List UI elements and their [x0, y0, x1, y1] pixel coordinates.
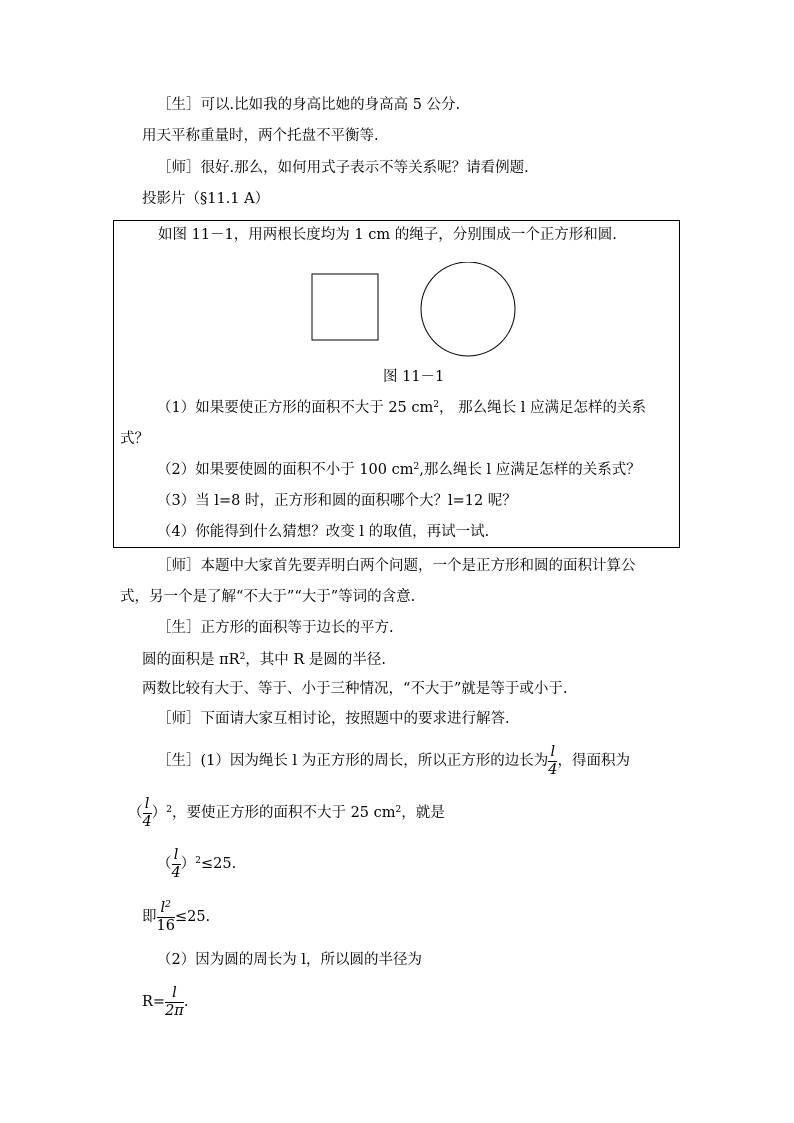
inequality-1: （ $\frac{l}{4}$ ）$^2$≤25. [157, 846, 237, 881]
text-line: 两数比较有大于、等于、小于三种情况，“不大于”就是等于或小于. [142, 681, 568, 697]
question-3: （3）当 l=8 时，正方形和圆的面积哪个大？l=12 呢？ [157, 493, 517, 509]
answer-2-line: （2）因为圆的周长为 l，所以圆的半径为 [157, 952, 422, 968]
circle-shape [421, 262, 515, 356]
question-1-cont: 式？ [120, 431, 149, 447]
fraction: $\frac{l^2}{16}$ [156, 899, 175, 934]
text-line: ［师］下面请大家互相讨论，按照题中的要求进行解答. [157, 711, 510, 727]
figure-square-circle [300, 262, 530, 362]
example-intro: 如图 11－1，用两根长度均为 1 cm 的绳子，分别围成一个正方形和圆. [158, 227, 617, 243]
question-1: （1）如果要使正方形的面积不大于 25 $cm^2$， 那么绳长 l 应满足怎样的关系 [157, 400, 646, 416]
text-line: 用天平称重量时，两个托盘不平衡等. [142, 128, 379, 144]
text-line: 投影片（§11.1 A） [142, 191, 270, 207]
inequality-2: 即 $\frac{l^2}{16}$ ≤25. [142, 899, 211, 934]
text-line: 圆的面积是 $\pi R^2$，其中 R 是圆的半径. [142, 652, 387, 668]
fraction: $\frac{l}{4}$ [171, 846, 181, 881]
fraction: $\frac{l}{4}$ [548, 743, 558, 778]
text-line: 式，另一个是了解“不大于”“大于”等词的含意. [120, 589, 416, 605]
text-line: ［师］很好.那么，如何用式子表示不等关系呢？请看例题. [157, 160, 529, 176]
answer-1-area: （ $\frac{l}{4}$ ）$^2$，要使正方形的面积不大于 25 $cm^2$，就是 [128, 795, 445, 830]
square-shape [312, 274, 378, 340]
fraction: $\frac{l}{2\pi}$ [165, 984, 184, 1019]
figure-caption: 图 11－1 [383, 369, 445, 385]
question-4: （4）你能得到什么猜想？改变 l 的取值，再试一试. [157, 524, 490, 540]
radius-formula: R= $\frac{l}{2\pi}$ . [142, 984, 189, 1019]
text-line: ［生］正方形的面积等于边长的平方. [157, 620, 394, 636]
text-line: ［生］可以.比如我的身高比她的身高高 5 公分. [157, 97, 461, 113]
text-line: ［师］本题中大家首先要弄明白两个问题，一个是正方形和圆的面积计算公 [157, 558, 636, 574]
question-2: （2）如果要使圆的面积不小于 100 $cm^2$,那么绳长 l 应满足怎样的关系式？ [157, 462, 641, 478]
answer-1-line: ［生］(1）因为绳长 l 为正方形的周长，所以正方形的边长为 $\frac{l}{4}$ ，得面积为 [157, 743, 630, 778]
fraction: $\frac{l}{4}$ [142, 795, 152, 830]
